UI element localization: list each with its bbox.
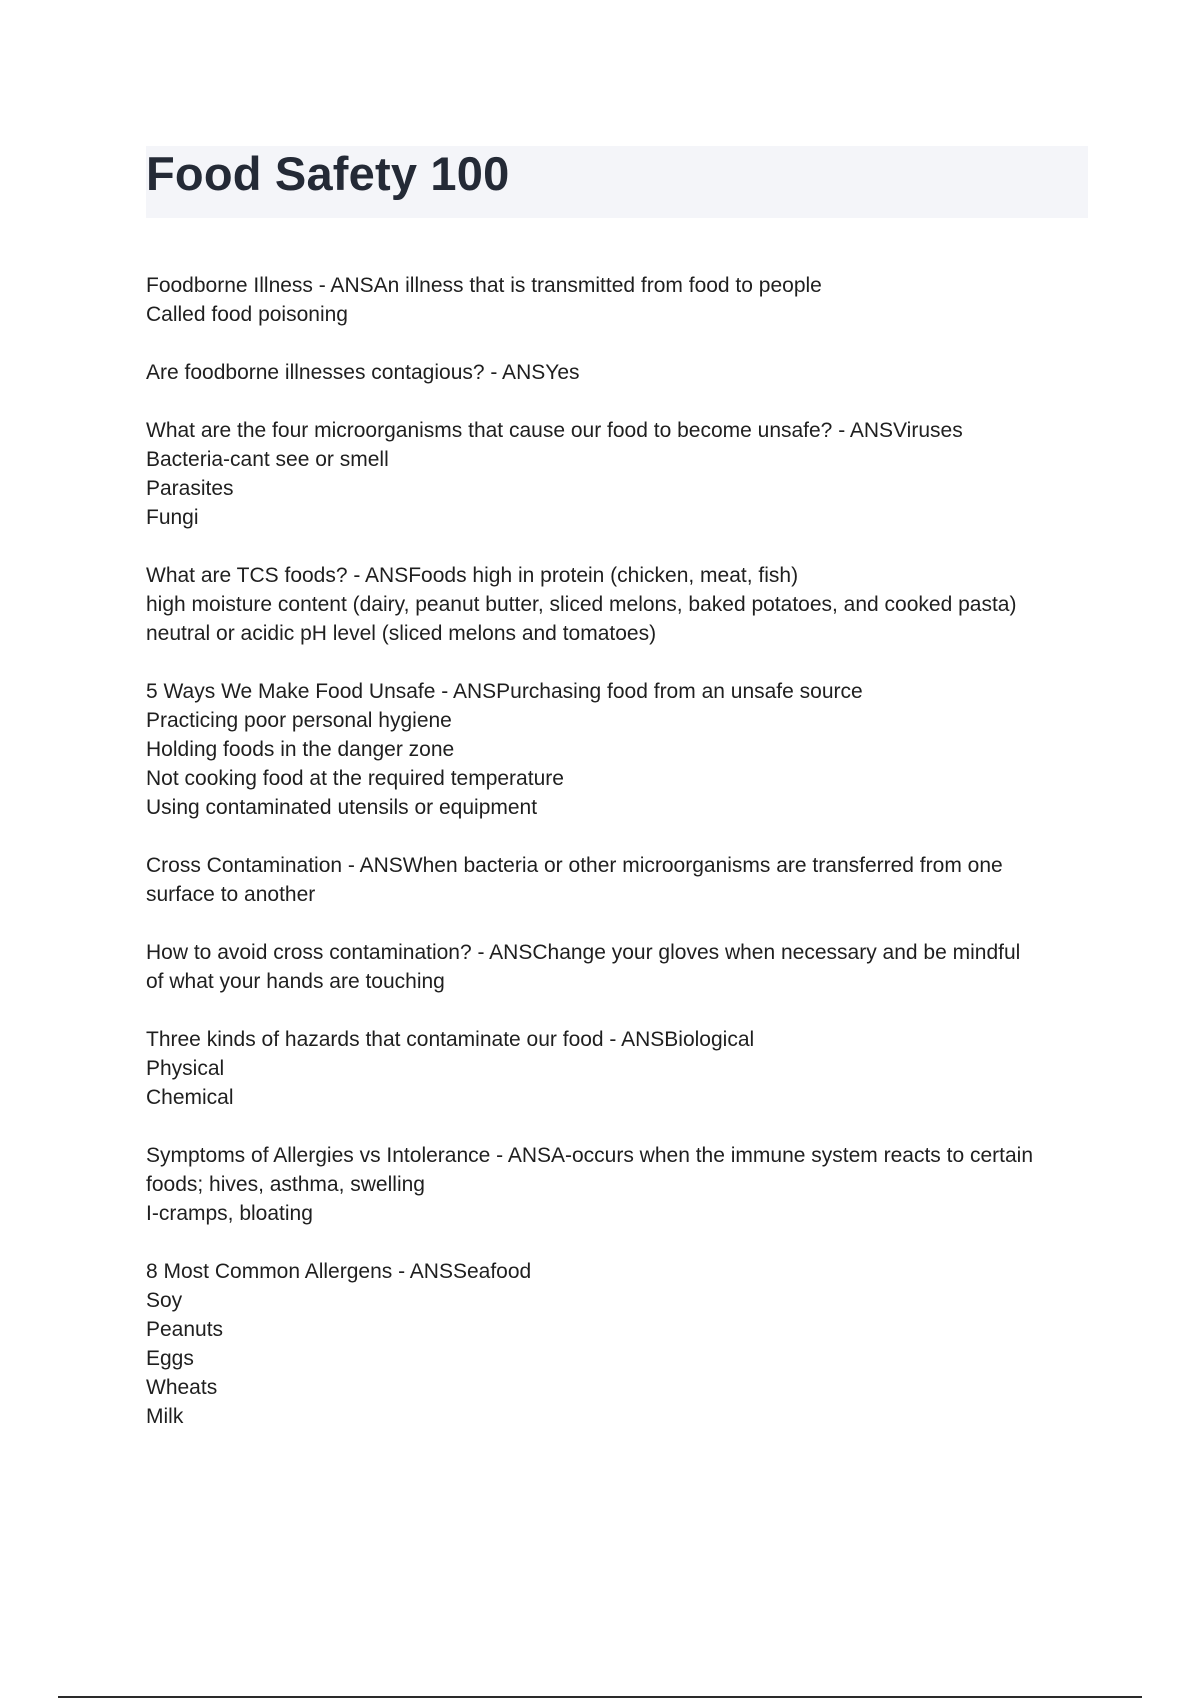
qa-entry-allergens: 8 Most Common Allergens - ANSSeafood Soy Peanuts Eggs Wheats Milk [146, 1260, 532, 1428]
qa-entry-microorganisms: What are the four microorganisms that cause our food to become unsafe? - ANSViruses Bacteria-cant see or smell Parasites Fungi [146, 419, 963, 529]
qa-entries [146, 271, 1096, 1460]
qa-entry-ways-unsafe: 5 Ways We Make Food Unsafe - ANSPurchasing food from an unsafe source Practicing poor personal hygiene Holding foods in the danger zone Not cooking food at the required temperature Using contaminated utensils or equipment [146, 680, 863, 819]
page-bottom-rule [58, 1696, 1142, 1698]
qa-entry-cross-contamination: Cross Contamination - ANSWhen bacteria or other microorganisms are transferred from one surface to another [146, 854, 1003, 906]
qa-entry-avoid-cross-contamination: How to avoid cross contamination? - ANSChange your gloves when necessary and be mindful of what your hands are touching [146, 941, 1021, 993]
qa-entry-allergies-vs-intolerance: Symptoms of Allergies vs Intolerance - ANSA-occurs when the immune system reacts to certain foods; hives, asthma, swelling I-cramps, bloating [146, 1144, 1034, 1225]
qa-entry-foodborne-illness: Foodborne Illness - ANSAn illness that is transmitted from food to people Called food poisoning [146, 274, 822, 326]
document-title: Food Safety 100 [146, 147, 510, 200]
qa-entry-tcs-foods: What are TCS foods? - ANSFoods high in protein (chicken, meat, fish) high moisture content (dairy, peanut butter, sliced melons, baked potatoes, and cooked pasta) neutral or acidic pH level (sliced melons and tomatoes) [146, 564, 1017, 645]
qa-entry-contagious: Are foodborne illnesses contagious? - ANSYes [146, 361, 580, 384]
qa-entry-hazards: Three kinds of hazards that contaminate our food - ANSBiological Physical Chemical [146, 1028, 755, 1109]
